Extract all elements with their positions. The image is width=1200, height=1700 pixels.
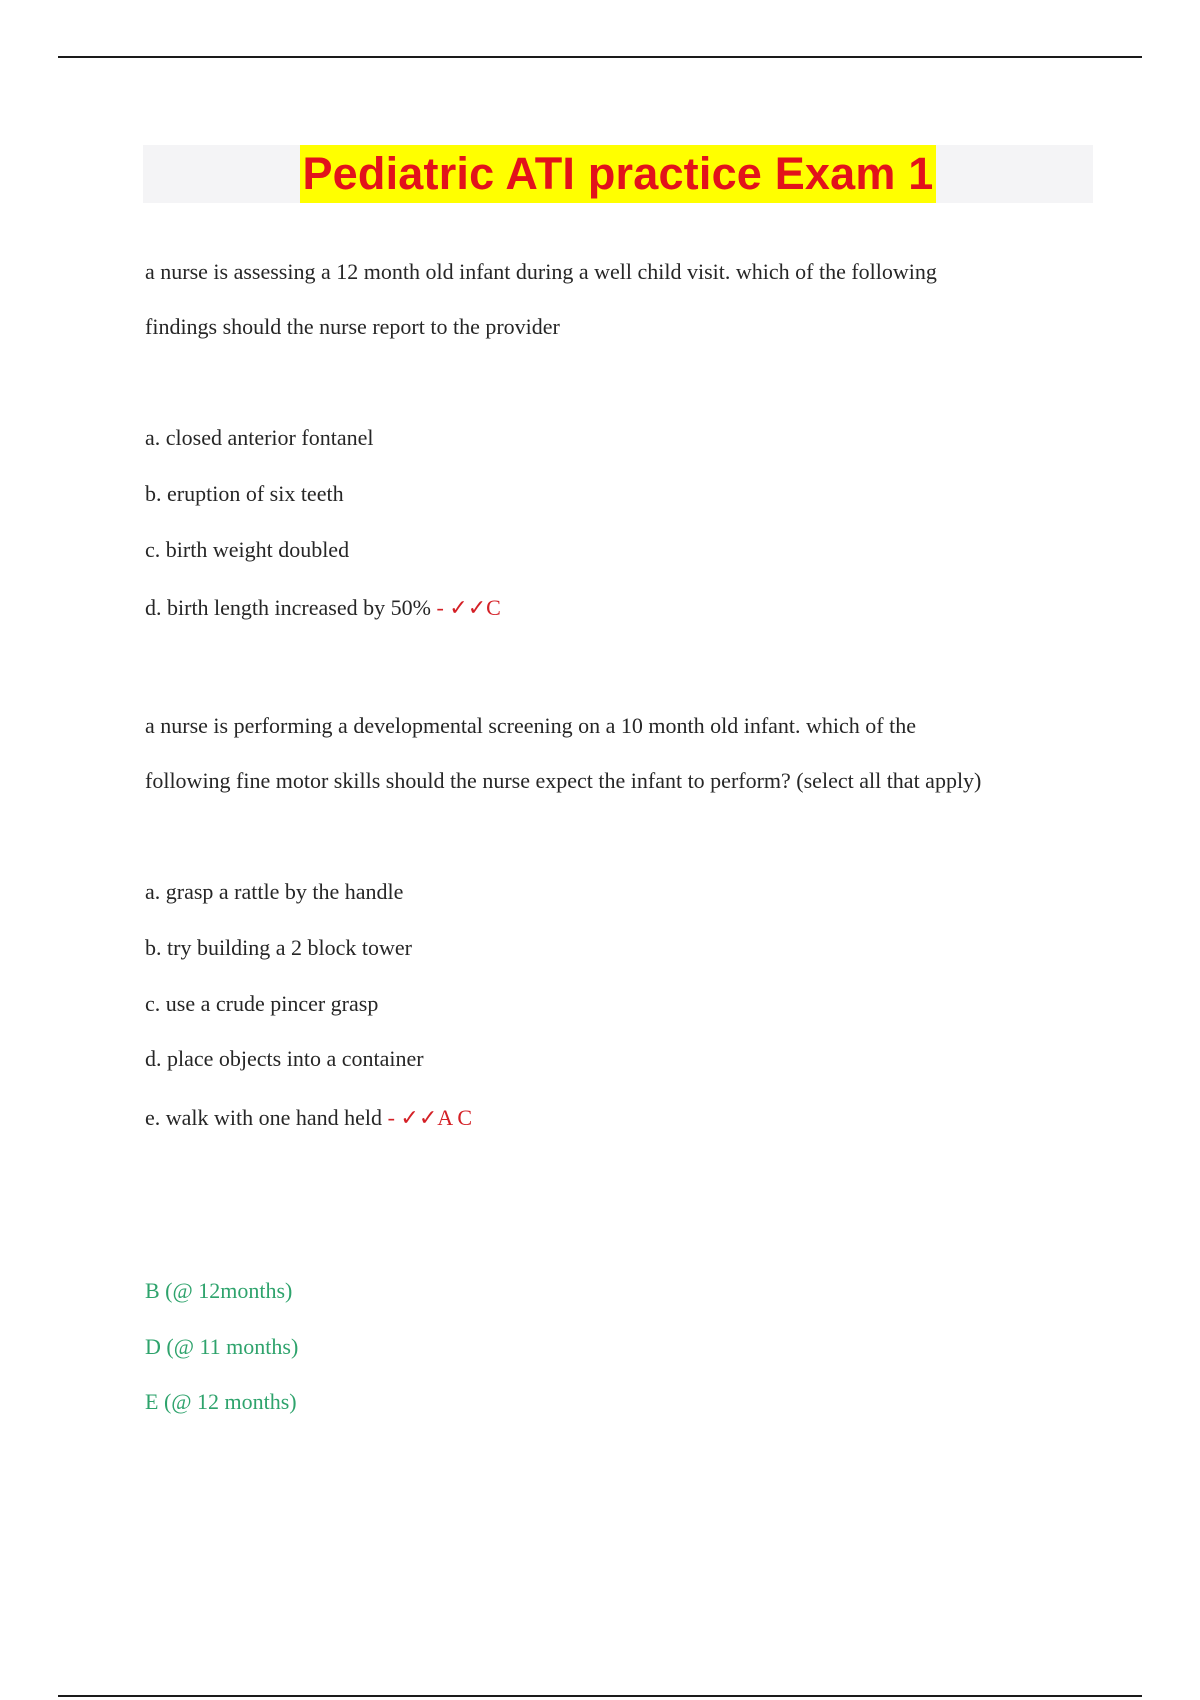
- question-1-stem-line-1: a nurse is assessing a 12 month old infant during a well child visit. which of the following: [145, 259, 937, 284]
- question-1-answer: - ✓✓C: [430, 595, 501, 620]
- question-1-option-c: c. birth weight doubled: [145, 537, 350, 562]
- question-1-option-d-row: [145, 594, 501, 622]
- question-1-stem-line-2: findings should the nurse report to the provider: [145, 314, 560, 339]
- page-title: Pediatric ATI practice Exam 1: [300, 145, 935, 203]
- bottom-rule: [58, 1695, 1142, 1697]
- question-2-note-1: B (@ 12months): [145, 1278, 293, 1303]
- question-2-option-a: a. grasp a rattle by the handle: [145, 879, 404, 904]
- question-2-option-e: e. walk with one hand held: [145, 1105, 383, 1130]
- question-2-note-2: D (@ 11 months): [145, 1334, 299, 1359]
- question-1-option-a: a. closed anterior fontanel: [145, 425, 374, 450]
- question-1-option-d: d. birth length increased by 50%: [145, 595, 431, 620]
- question-1-option-b: b. eruption of six teeth: [145, 481, 344, 506]
- question-2-option-e-row: [145, 1104, 472, 1132]
- title-band: [143, 145, 1093, 203]
- question-2-stem-line-1: a nurse is performing a developmental screening on a 10 month old infant. which of the: [145, 713, 917, 738]
- question-2-stem-line-2: following fine motor skills should the nurse expect the infant to perform? (select all that apply): [145, 768, 982, 793]
- question-2-note-3: E (@ 12 months): [145, 1389, 297, 1414]
- top-rule: [58, 56, 1142, 58]
- question-2-option-d: d. place objects into a container: [145, 1046, 424, 1071]
- question-2-option-c: c. use a crude pincer grasp: [145, 991, 379, 1016]
- question-2-answer: - ✓✓A C: [382, 1105, 473, 1130]
- question-2-option-b: b. try building a 2 block tower: [145, 935, 413, 960]
